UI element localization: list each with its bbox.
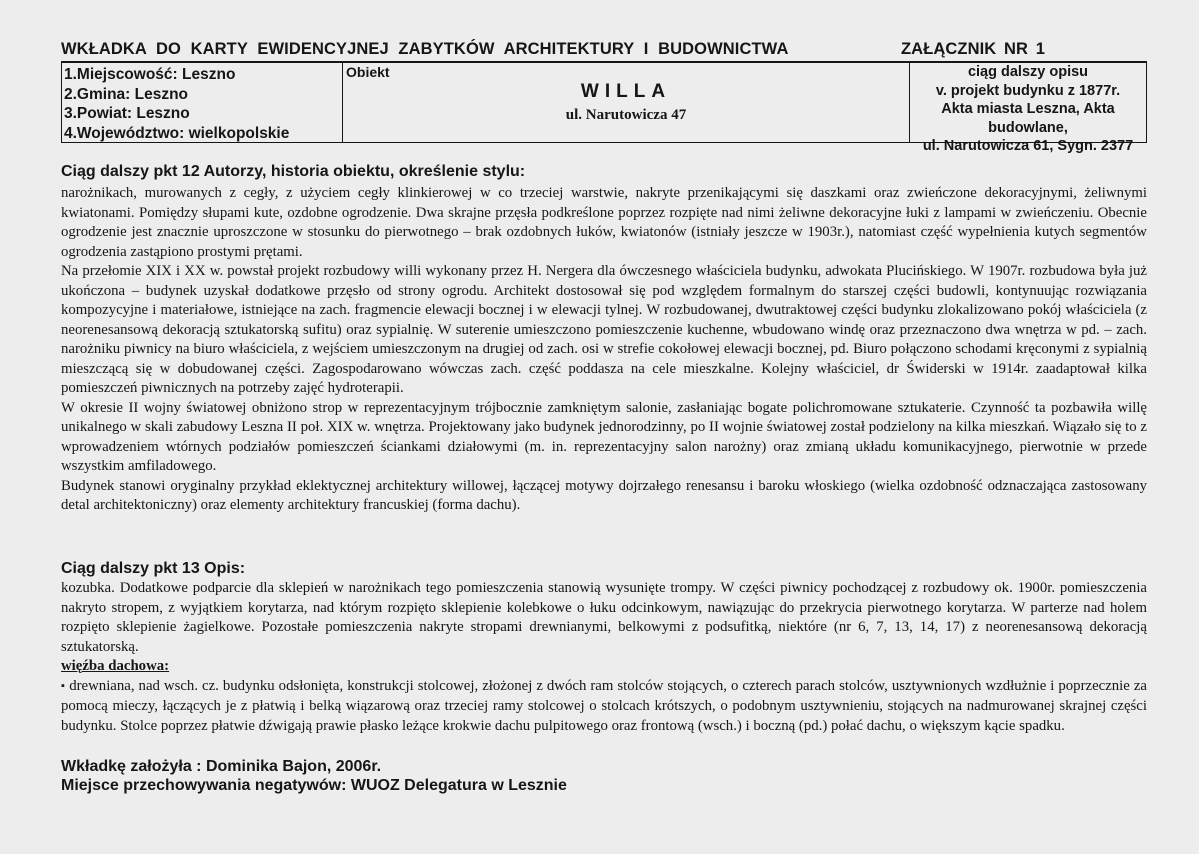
author-line: Wkładkę założyła : Dominika Bajon, 2006r. bbox=[61, 758, 382, 775]
bullet-icon: ▪ bbox=[61, 679, 66, 692]
section12-paragraph: narożnikach, murowanych z cegły, z użyciem cegły klinkierowej w co trzeciej warstwie, nakryte przenikającymi się daszkami oraz zwieńczone dekoracyjnymi, żeliwnymi kwiatonami. Pomiędzy słupami kute, ozdobne ogrodzenie. Dwa skrajne przęsła podkreślone poprzez rozpięte nad nimi żeliwne dekoracyjne łuki z lampami w zwieńczeniu. Obecnie ogrodzenie jest znacznie uproszczone w stosunku do pierwotnego – brak ozdobnych łuków, kwiatonów (istniały jeszcze w 1903r.), natomiast część wypełnienia kutych segmentów ogrodzenia zastąpiono prostymi prętami. bbox=[61, 185, 1147, 260]
source-line-signature: ul. Narutowicza 61, Sygn. 2377 bbox=[922, 138, 1134, 154]
section12-paragraph: Na przełomie XIX i XX w. powstał projekt rozbudowy willi wykonany przez H. Nergera dla ówczesnego właściciela budynku, adwokata Plucińskiego. W 1907r. rozbudowa była już ukończona – budynek uzyskał dodatkowe przęsło od strony ogrodu. Architekt dostosował się pod względem formalnym do starszej części budowli, kontynuując rozwiązania kompozycyjne i materiałowe, istniejące na zach. fragmencie elewacji bocznej i w elewacji tylnej. W rozbudowanej, dwutraktowej części budynku zlokalizowano pokój właściciela (z neorenesansową dekoracją sztukatorską sufitu) oraz sypialnię. W suterenie umieszczono pomieszczenie kuchenne, wbudowano windę oraz przeznaczono dwa wnętrza w pd. – zach. narożniku piwnicy na biuro właściciela, z wejściem umieszczonym na drugiej od zach. osi w strefie cokołowej elewacji bocznej, pd. Biuro połączono schodami kręconymi z sypialnią mieszczącą się w dobudowanej części. Zagospodarowano wówczas zach. część poddasza na cele mieszkalne. Kolejny właściciel, dr Świderski w 1914r. zaadaptował kilka pomieszczeń piwnicznych na potrzeby zajęć hydroterapii. bbox=[61, 263, 1147, 396]
info-table bbox=[61, 62, 1147, 154]
location-commune: 2.Gmina: Leszno bbox=[64, 85, 189, 103]
negatives-location-line: Miejsce przechowywania negatywów: WUOZ Delegatura w Lesznie bbox=[61, 777, 567, 794]
source-cell bbox=[910, 63, 1146, 154]
source-line-continuation: ciąg dalszy opisu bbox=[967, 64, 1089, 80]
section13-body bbox=[61, 579, 1147, 736]
roof-truss-subheading: więźba dachowa: bbox=[61, 658, 170, 674]
location-voivodeship: 4.Województwo: wielkopolskie bbox=[64, 124, 290, 142]
location-cell bbox=[62, 63, 343, 142]
section13-paragraph: kozubka. Dodatkowe podparcie dla sklepień w narożnikach tego pomieszczenia stanowią wysunięte trompy. W części piwnicy pochodzącej z rozbudowy ok. 1900r. pomieszczenia nakryto stropem, z wyjątkiem korytarza, nad którym rozpięto sklepienie kolebkowe o łuku odcinkowym, nawiązując do przekrycia pierwotnego korytarza. W parterze nad holem rozpięto sklepienie żagielkowe. Pozostałe pomieszczenia nakryte stropami drewnianymi, belkowymi z podsufitką, niektóre (nr 6, 7, 13, 14, 17) z neorenesansową dekoracją sztukatorską. bbox=[61, 580, 1147, 655]
source-line-archive: Akta miasta Leszna, Akta budowlane, bbox=[941, 101, 1115, 136]
section12-body bbox=[61, 184, 1147, 516]
object-cell bbox=[343, 63, 910, 142]
section12-paragraph: Budynek stanowi oryginalny przykład eklektycznej architektury willowej, łączącej motywy dojrzałego renesansu i baroku włoskiego (wielka ozdobność odznaczająca zastosowany detal architektoniczny) oraz elementy architektury francuskiej (forma dachu). bbox=[61, 477, 1147, 513]
object-label: Obiekt bbox=[346, 64, 390, 80]
roof-truss-text: drewniana, nad wsch. cz. budynku odsłonięta, konstrukcji stolcowej, złożonej z dwóch ram stolców stojących, o czterech parach stolców, usztywnionych wzdłużnie i poprzecznie za pomocą mieczy, łączących je z płatwią i belką wiązarową oraz trzeciej ramy stolcowej o stolcach krótszych, o podobnym usztywnieniu, stojących na nadmurowanej skrajnej części budynku. Stolce poprzez płatwie dźwigają prawie płasko leżące krokwie dachu pulpitowego oraz frontową (wsch.) i boczną (pd.) połać dachu, o większym kącie spadku. bbox=[61, 677, 1147, 734]
roof-truss-bullet-item bbox=[61, 677, 1147, 737]
section13-heading: Ciąg dalszy pkt 13 Opis: bbox=[61, 560, 246, 577]
object-name: WILLA bbox=[580, 81, 672, 102]
location-district: 3.Powiat: Leszno bbox=[64, 105, 190, 122]
attachment-number: ZAŁĄCZNIK NR 1 bbox=[901, 40, 1045, 58]
section12-paragraph: W okresie II wojny światowej obniżono strop w reprezentacyjnym trójbocznie zamkniętym salonie, zasłaniając bogate polichromowane sztukaterie. Czynność ta pozbawiła willę unikalnego w skali zabudowy Leszna II poł. XIX w. wnętrza. Projektowany jako budynek jednorodzinny, po II wojnie światowej został podzielony na kilka mieszkań. Wiązało się to z wprowadzeniem wtórnych podziałów pomieszczeń ściankami działowymi (m. in. reprezentacyjny salon narożny) oraz zmianą układu komunikacyjnego, pierwotnie w przede wszystkim amfiladowego. bbox=[61, 399, 1147, 474]
location-town: 1.Miejscowość: Leszno bbox=[64, 66, 236, 83]
source-line-project: v. projekt budynku z 1877r. bbox=[935, 82, 1121, 99]
section12-heading: Ciąg dalszy pkt 12 Autorzy, historia obiektu, określenie stylu: bbox=[61, 163, 526, 180]
object-address: ul. Narutowicza 47 bbox=[565, 107, 687, 123]
document-title: WKŁADKA DO KARTY EWIDENCYJNEJ ZABYTKÓW ARCHITEKTURY I BUDOWNICTWA bbox=[61, 40, 789, 58]
